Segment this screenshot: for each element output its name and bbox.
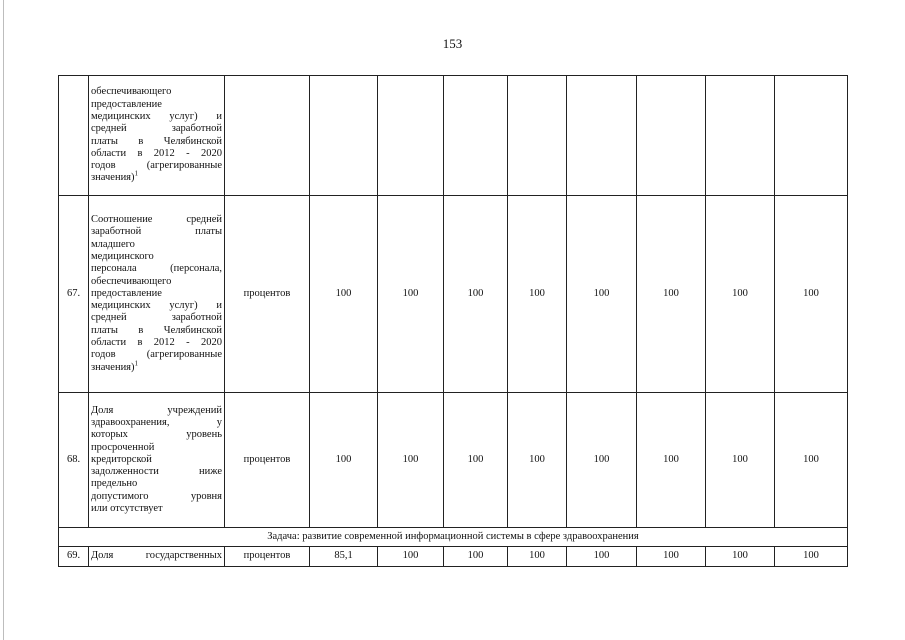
value-cell	[444, 76, 508, 196]
description-line: обеспечивающего	[91, 275, 172, 287]
description-line: кредиторской	[91, 453, 152, 465]
value-cell: 100	[706, 393, 775, 528]
description-line: или отсутствует	[91, 503, 163, 515]
value-cell: 100	[508, 393, 567, 528]
page-edge-line	[3, 0, 4, 640]
table-row	[59, 547, 848, 567]
description-line: платы в Челябинской	[91, 135, 222, 147]
description-line: предоставление	[91, 287, 162, 299]
description-line: медицинских услуг) и	[91, 300, 222, 312]
description-line: средней заработной	[91, 312, 222, 324]
unit-cell	[225, 76, 310, 196]
unit-cell: процентов	[225, 196, 310, 393]
value-cell: 100	[444, 547, 508, 567]
indicator-table	[58, 75, 848, 567]
description-line: Соотношение средней	[91, 214, 222, 226]
value-cell: 100	[444, 393, 508, 528]
value-cell: 100	[508, 547, 567, 567]
value-cell: 100	[378, 196, 444, 393]
description-line: годов (агрегированные	[91, 160, 222, 172]
unit-cell: процентов	[225, 393, 310, 528]
description-line: платы в Челябинской	[91, 324, 222, 336]
description-line: обеспечивающего	[91, 86, 172, 98]
value-cell	[706, 76, 775, 196]
value-cell	[378, 76, 444, 196]
value-cell: 100	[567, 547, 637, 567]
row-number: 67.	[59, 196, 89, 393]
description-line: медицинского	[91, 250, 154, 262]
page-number: 153	[442, 36, 463, 51]
value-cell: 100	[378, 393, 444, 528]
value-cell	[775, 76, 848, 196]
value-cell	[508, 76, 567, 196]
description-line: годов (агрегированные	[91, 349, 222, 361]
task-title: Задача: развитие современной информационной системы в сфере здравоохранения	[59, 528, 848, 547]
value-cell: 100	[508, 196, 567, 393]
value-cell: 100	[637, 547, 706, 567]
indicator-description: Доля государственных	[89, 547, 225, 567]
description-line: значения)$^1$	[91, 169, 139, 184]
unit-cell: процентов	[225, 547, 310, 567]
value-cell: 100	[567, 393, 637, 528]
indicator-description	[89, 76, 225, 196]
footnote-marker: 1	[134, 169, 139, 178]
description-line: здравоохранения, у	[91, 416, 222, 428]
value-cell	[310, 76, 378, 196]
indicator-description	[89, 196, 225, 393]
value-cell: 85,1	[310, 547, 378, 567]
description-line: которых уровень	[91, 429, 222, 441]
value-cell	[637, 76, 706, 196]
description-line: персонала (персонала,	[91, 263, 222, 275]
description-line: предельно	[91, 478, 138, 490]
description-line: области в 2012 - 2020	[91, 337, 222, 349]
table-row	[59, 393, 848, 528]
value-cell: 100	[775, 547, 848, 567]
footnote-marker: 1	[134, 359, 139, 368]
value-cell: 100	[444, 196, 508, 393]
indicator-description	[89, 393, 225, 528]
description-line: значения)$^1$	[91, 359, 139, 373]
value-cell: 100	[637, 393, 706, 528]
value-cell: 100	[310, 196, 378, 393]
table-row	[59, 76, 848, 196]
value-cell: 100	[378, 547, 444, 567]
table-row	[59, 196, 848, 393]
task-row	[59, 528, 848, 547]
description-line: просроченной	[91, 441, 155, 453]
description-line: средней заработной	[91, 123, 222, 135]
value-cell: 100	[706, 547, 775, 567]
value-cell: 100	[706, 196, 775, 393]
row-number: 68.	[59, 393, 89, 528]
description-line: допустимого уровня	[91, 490, 222, 502]
row-number	[59, 76, 89, 196]
value-cell	[567, 76, 637, 196]
row-number: 69.	[59, 547, 89, 567]
description-line: младшего	[91, 238, 135, 250]
description-line: задолженности ниже	[91, 466, 222, 478]
description-line: предоставление	[91, 98, 162, 110]
description-line: медицинских услуг) и	[91, 110, 222, 122]
description-line: заработной платы	[91, 226, 222, 238]
value-cell: 100	[310, 393, 378, 528]
description-line: области в 2012 - 2020	[91, 147, 222, 159]
value-cell: 100	[775, 393, 848, 528]
description-line: Доля учреждений	[91, 404, 222, 416]
value-cell: 100	[637, 196, 706, 393]
value-cell: 100	[775, 196, 848, 393]
value-cell: 100	[567, 196, 637, 393]
